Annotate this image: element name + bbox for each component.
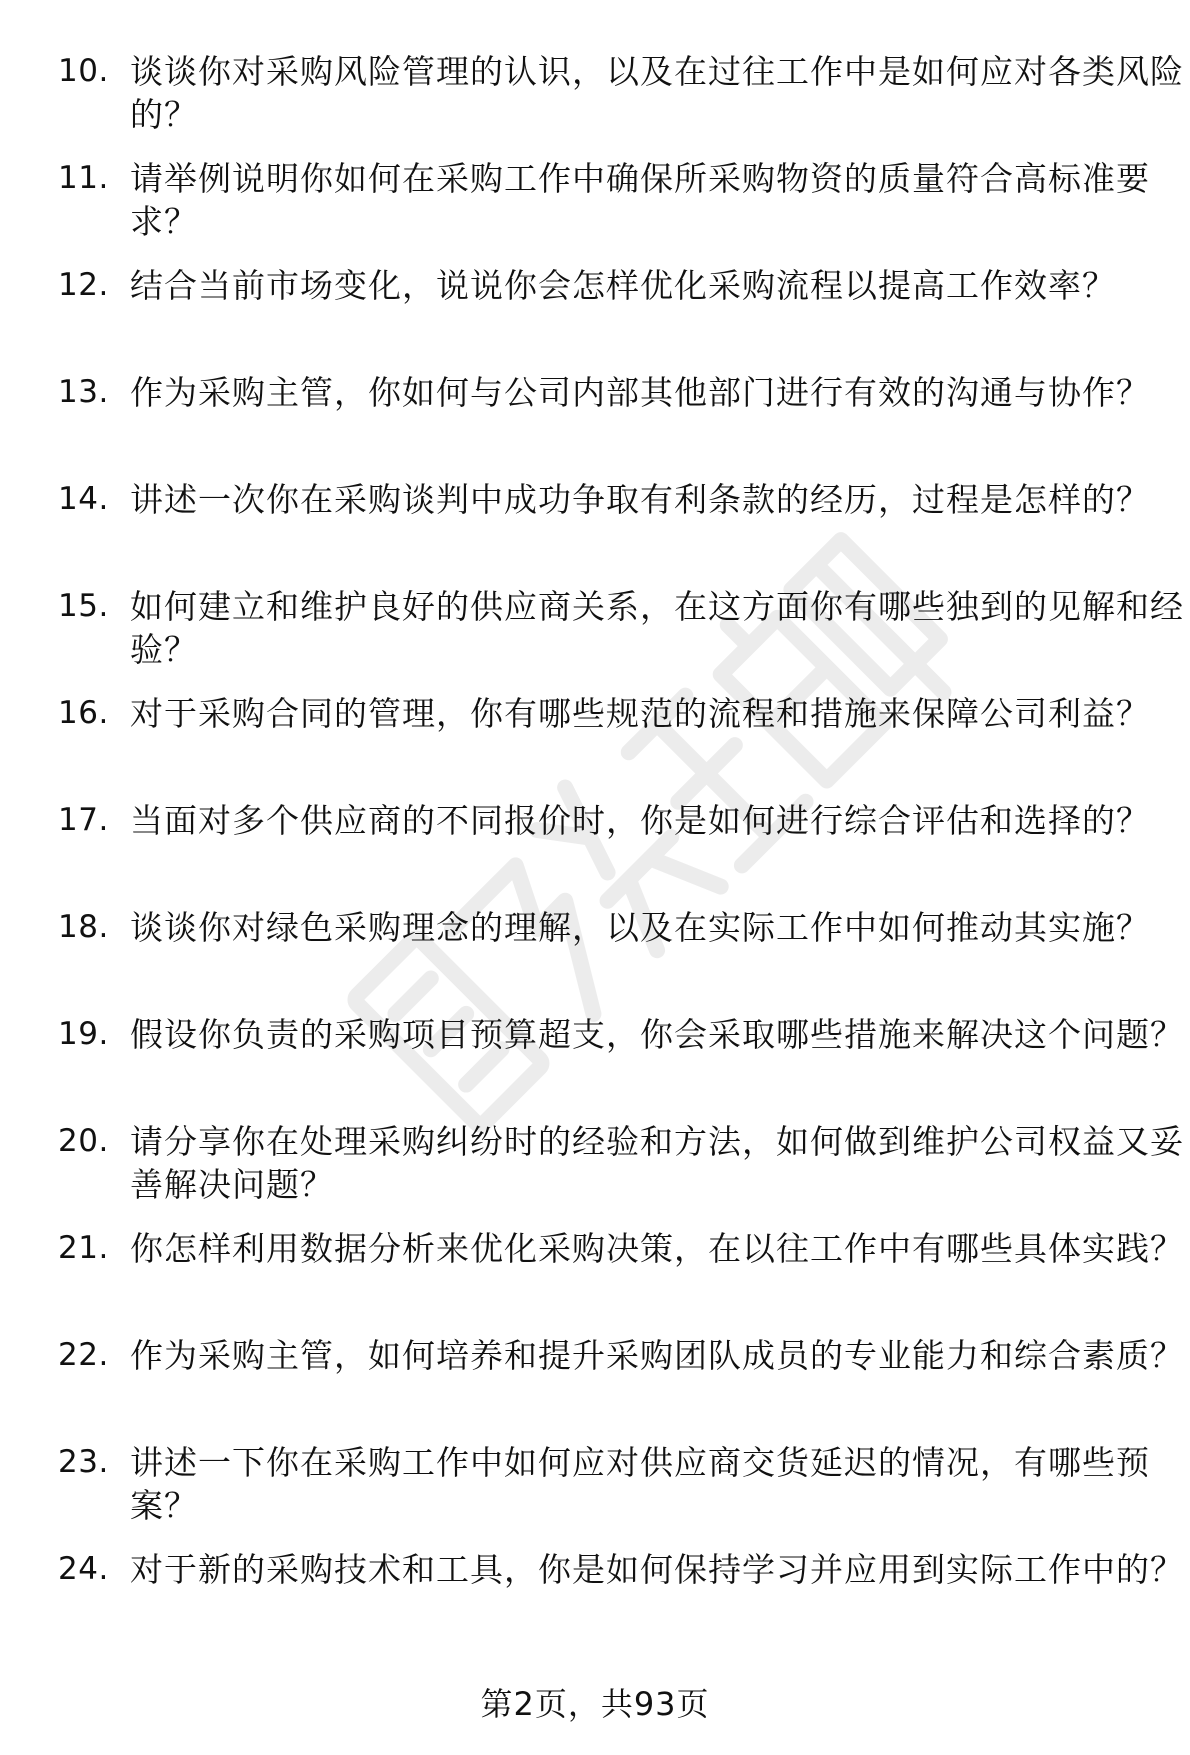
question-number: 19.: [58, 1016, 109, 1052]
question-text: 请分享你在处理采购纠纷时的经验和方法，如何做到维护公司权益又妥善解决问题？: [130, 1122, 1184, 1204]
question-text: 你怎样利用数据分析来优化采购决策，在以往工作中有哪些具体实践？: [130, 1229, 1184, 1268]
question-item: [58, 1110, 1184, 1217]
question-number: 12.: [58, 267, 109, 303]
question-item: [58, 1003, 1184, 1110]
question-text: 谈谈你对绿色采购理念的理解，以及在实际工作中如何推动其实施？: [130, 908, 1150, 947]
question-item: [58, 1431, 1148, 1538]
question-item: [58, 575, 1184, 682]
question-number: 10.: [58, 53, 109, 89]
question-item: [58, 789, 1148, 896]
question-number: 15.: [58, 588, 109, 624]
question-text: 讲述一次你在采购谈判中成功争取有利条款的经历，过程是怎样的？: [130, 480, 1150, 519]
question-item: [58, 1324, 1184, 1431]
question-list: [58, 40, 1184, 1645]
question-number: 11.: [58, 160, 109, 196]
question-number: 20.: [58, 1123, 109, 1159]
question-text: 作为采购主管，如何培养和提升采购团队成员的专业能力和综合素质？: [130, 1336, 1184, 1375]
question-text: 作为采购主管，你如何与公司内部其他部门进行有效的沟通与协作？: [130, 373, 1150, 412]
question-item: [58, 147, 1148, 254]
question-number: 18.: [58, 909, 109, 945]
question-number: 13.: [58, 374, 109, 410]
question-item: [58, 896, 1148, 1003]
page-indicator: 第2页，共93页: [480, 1685, 710, 1723]
question-number: 14.: [58, 481, 109, 517]
question-text: 请举例说明你如何在采购工作中确保所采购物资的质量符合高标准要求？: [130, 159, 1150, 241]
question-number: 16.: [58, 695, 109, 731]
question-text: 当面对多个供应商的不同报价时，你是如何进行综合评估和选择的？: [130, 801, 1150, 840]
question-text: 如何建立和维护良好的供应商关系，在这方面你有哪些独到的见解和经验？: [130, 587, 1184, 669]
question-item: [58, 682, 1148, 789]
question-item: [58, 361, 1148, 468]
question-text: 谈谈你对采购风险管理的认识，以及在过往工作中是如何应对各类风险的？: [130, 52, 1184, 134]
question-item: [58, 1538, 1184, 1645]
question-text: 对于新的采购技术和工具，你是如何保持学习并应用到实际工作中的？: [130, 1550, 1184, 1589]
question-text: 结合当前市场变化，说说你会怎样优化采购流程以提高工作效率？: [130, 266, 1116, 305]
question-number: 22.: [58, 1337, 109, 1373]
question-item: [58, 254, 1148, 361]
question-text: 对于采购合同的管理，你有哪些规范的流程和措施来保障公司利益？: [130, 694, 1150, 733]
question-text: 讲述一下你在采购工作中如何应对供应商交货延迟的情况，有哪些预案？: [130, 1443, 1150, 1525]
question-item: [58, 468, 1148, 575]
question-item: [58, 1217, 1184, 1324]
question-number: 21.: [58, 1230, 109, 1266]
question-number: 24.: [58, 1551, 109, 1587]
question-item: [58, 40, 1184, 147]
question-number: 23.: [58, 1444, 109, 1480]
question-number: 17.: [58, 802, 109, 838]
question-text: 假设你负责的采购项目预算超支，你会采取哪些措施来解决这个问题？: [130, 1015, 1184, 1054]
